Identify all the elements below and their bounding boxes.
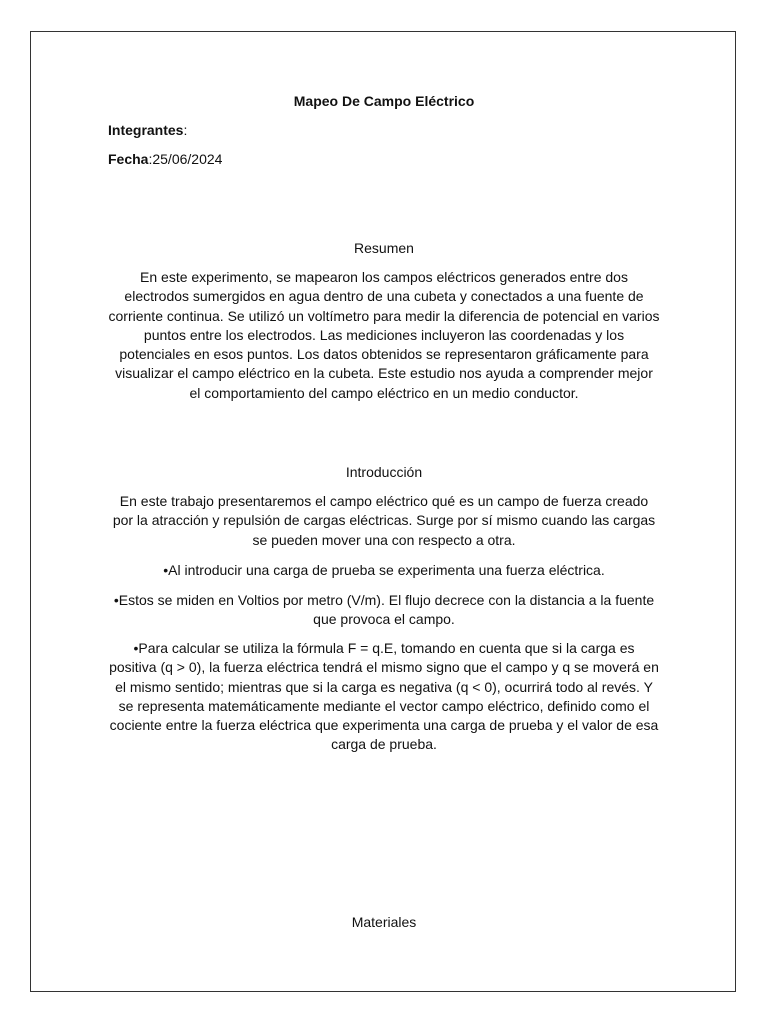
materiales-heading: Materiales	[351, 914, 417, 930]
integrantes-value: :	[183, 122, 188, 138]
resumen-heading: Resumen	[354, 240, 414, 256]
fecha-line	[108, 150, 222, 169]
introduccion-paragraph-1: En este trabajo presentaremos el campo eléctrico qué es un campo de fuerza creado por la atracción y repulsión de cargas eléctricas. Surge por sí mismo cuando las cargas se pueden mover una con respecto a otra.	[112, 493, 656, 548]
introduccion-bullet-1: •Al introducir una carga de prueba se experimenta una fuerza eléctrica.	[163, 562, 605, 578]
integrantes-line	[108, 121, 187, 140]
introduccion-bullet-3: •Para calcular se utiliza la fórmula F = q.E, tomando en cuenta que si la carga es positiva (q > 0), la fuerza eléctrica tendrá el mismo signo que el campo y q se moverá en el mismo sentido; mientras que si la carga es negativa (q < 0), ocurrirá todo al revés. Y se representa matemáticamente mediante el vector campo eléctrico, definido como el cociente entre la fuerza eléctrica que experimenta una carga de prueba y el valor de esa carga de prueba.	[109, 640, 659, 753]
fecha-label: Fecha	[108, 151, 149, 167]
introduccion-heading: Introducción	[345, 464, 423, 480]
document-page	[30, 31, 736, 992]
document-title: Mapeo De Campo Eléctrico	[293, 93, 475, 109]
page-content	[108, 32, 660, 991]
introduccion-bullet-2: •Estos se miden en Voltios por metro (V/m). El flujo decrece con la distancia a la fuente que provoca el campo.	[113, 592, 655, 628]
integrantes-label: Integrantes	[108, 122, 184, 138]
fecha-value: :25/06/2024	[148, 151, 223, 167]
resumen-paragraph: En este experimento, se mapearon los campos eléctricos generados entre dos electrodos sumergidos en agua dentro de una cubeta y conectados a una fuente de corriente continua. Se utilizó un voltímetro para medir la diferencia de potencial en varios puntos entre los electrodos. Las mediciones incluyeron las coordenadas y los potenciales en esos puntos. Los datos obtenidos se representaron gráficamente para visualizar el campo eléctrico en la cubeta. Este estudio nos ayuda a comprender mejor el comportamiento del campo eléctrico en un medio conductor.	[108, 269, 660, 401]
